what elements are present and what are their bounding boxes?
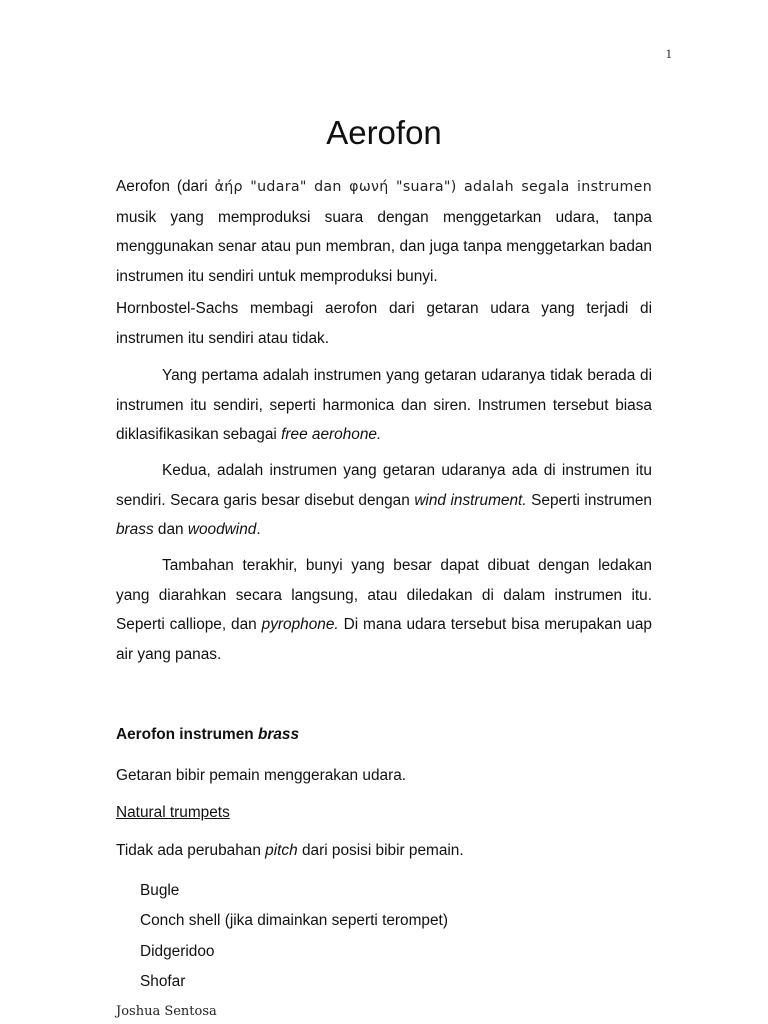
p5-italic1: pyrophone.	[261, 616, 339, 633]
paragraph-3-text	[116, 361, 652, 450]
p4-italic3: woodwind	[187, 521, 257, 538]
section-heading-italic: brass	[257, 726, 300, 743]
paragraph-4	[116, 456, 652, 545]
p4-italic1: wind instrument.	[414, 491, 527, 509]
p4-text4: .	[256, 521, 261, 538]
line2-start: Tidak ada perubahan	[116, 842, 266, 859]
intro-p2-text: Hornbostel-Sachs membagi aerofon dari getaran udara yang terjadi di instrumen itu sendiri atau tidak.	[116, 300, 652, 347]
p4-text2: Seperti instrumen	[526, 491, 652, 509]
p5-text2: Di mana udara tersebut bisa merupakan uap air yang panas.	[116, 616, 652, 663]
section-line-2	[116, 842, 464, 860]
list-item: Conch shell (jika dimainkan seperti terompet)	[140, 912, 448, 930]
list-item: Shofar	[140, 972, 186, 990]
intro-paragraph-2	[116, 294, 652, 353]
section-heading-text: Aerofon instrumen	[116, 726, 258, 743]
line2-italic: pitch	[265, 842, 298, 859]
page-number: 1	[665, 46, 672, 61]
p5-text1: Tambahan terakhir, bunyi yang besar dapat dibuat dengan ledakan yang diarahkan secara langsung, atau diledakan di dalam instrumen itu. Seperti calliope, dan	[116, 557, 652, 633]
p4-text1: Kedua, adalah instrumen yang getaran udaranya ada di instrumen itu sendiri. Secara garis besar disebut dengan	[116, 462, 652, 509]
p3-italic: free aerohone.	[281, 426, 382, 443]
intro-p1-greek: ἀήρ "udara" dan φωνή "suara") adalah segala instrumen	[214, 179, 653, 195]
p4-italic2: brass	[116, 521, 154, 538]
paragraph-4-text	[116, 456, 652, 545]
paragraph-3	[116, 361, 652, 450]
paragraph-5-text	[116, 551, 652, 669]
page-title: Aerofon	[326, 114, 442, 152]
p3-text: Yang pertama adalah instrumen yang getaran udaranya tidak berada di instrumen itu sendiri, seperti harmonica dan siren. Instrumen tersebut biasa diklasifikasikan sebagai	[116, 367, 652, 443]
paragraph-5	[116, 551, 652, 669]
list-item: Bugle	[140, 882, 180, 899]
line2-end: dari posisi bibir pemain.	[297, 842, 464, 859]
list-item: Didgeridoo	[140, 942, 215, 960]
intro-block	[116, 172, 652, 291]
intro-p1-start: Aerofon (dari	[116, 178, 215, 195]
section-line-1: Getaran bibir pemain menggerakan udara.	[116, 767, 407, 784]
intro-paragraph-1	[116, 172, 652, 291]
p4-text3: dan	[153, 521, 188, 538]
footer-author: Joshua Sentosa	[116, 1004, 217, 1019]
section-heading	[116, 726, 299, 744]
instrument-list	[140, 876, 448, 997]
section-subheading: Natural trumpets	[116, 804, 230, 821]
intro-p1-rest: musik yang memproduksi suara dengan menggetarkan udara, tanpa menggunakan senar atau pun membran, dan juga tanpa menggetarkan badan instrumen itu sendiri untuk memproduksi bunyi.	[116, 208, 652, 285]
